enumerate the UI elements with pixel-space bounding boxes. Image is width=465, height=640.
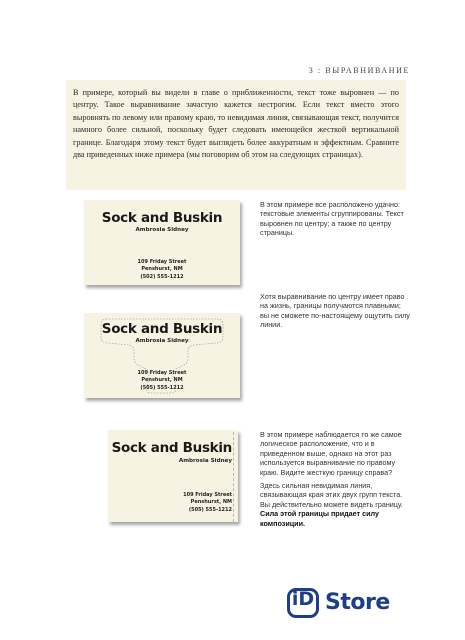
card-title: Sock and Buskin: [101, 210, 223, 226]
logo-word: Store: [325, 590, 390, 615]
intro-text: В примере, который вы видели в главе о приближенности, текст тоже выровнен — по центру. Такое выравнивание зачастую кажется нестрогим. Если текст вместо этого выровнять по левому или правому краю, то невидимая линия, связывающая текст, получится намного более сильной, поскольку будет следовать имеющейся жесткой вертикальной границе. Благодаря этому текст будет выглядеть более аккуратным и эффектным. Сравните два приведенных ниже примера (мы поговорим об этом на следующих страницах).: [73, 88, 399, 160]
description-1-text: В этом примере все расположено удачно: текстовые элементы сгруппированы. Текст выровнен по центру; а также по центру страницы.: [260, 200, 404, 238]
card-address: [84, 259, 240, 281]
card-address: [84, 370, 240, 392]
idstore-logo: [287, 584, 393, 626]
description-2-text: Хотя выравнивание по центру имеет право на жизнь, границы получаются плавными; вы не сможете по-настоящему ощутить силу линии.: [260, 292, 410, 330]
card-name: Ambrosia Sidney: [178, 458, 232, 464]
card-city: Penshurst, NM: [141, 266, 183, 273]
description-3-bold: Сила этой границы придает силу композиции.: [260, 509, 379, 528]
card-title: Sock and Buskin: [101, 321, 223, 337]
card-street: 109 Friday Street: [137, 259, 187, 265]
card-street: 109 Friday Street: [137, 370, 187, 376]
description-1: [260, 200, 410, 242]
card-name: Ambrosia Sidney: [135, 338, 189, 344]
business-card-centered: [84, 200, 240, 285]
description-3-text: В этом примере наблюдается то же самое логическое расположение, что и в приведенном выше, однако на этот раз используется выравнивание по правому краю. Видите жесткую границу справа?: [260, 430, 402, 477]
card-address: [183, 492, 232, 514]
business-card-right-aligned: [108, 430, 238, 522]
description-2: [260, 292, 410, 334]
description-3-normal: Здесь сильная невидимая линия, связывающая края этих двух групп текста. Вы действительно можете видеть границу.: [260, 481, 403, 509]
logo-mark: iD: [291, 588, 315, 610]
card-name: Ambrosia Sidney: [135, 227, 189, 233]
alignment-guide-line: [233, 432, 234, 522]
description-3: [260, 430, 410, 532]
card-city: Penshurst, NM: [141, 377, 183, 384]
card-title: Sock and Buskin: [111, 440, 232, 456]
card-phone: (502) 555-1212: [140, 273, 184, 280]
card-city: Penshurst, NM: [190, 499, 232, 506]
intro-box: [66, 80, 406, 190]
card-phone: (505) 555-1212: [188, 506, 232, 513]
card-street: 109 Friday Street: [183, 492, 232, 498]
card-phone: (505) 555-1212: [140, 384, 184, 391]
chapter-header: 3 : ВЫРАВНИВАНИЕ: [308, 66, 410, 75]
description-3-emphasis: [260, 481, 410, 528]
business-card-centered-outlined: [84, 313, 240, 398]
